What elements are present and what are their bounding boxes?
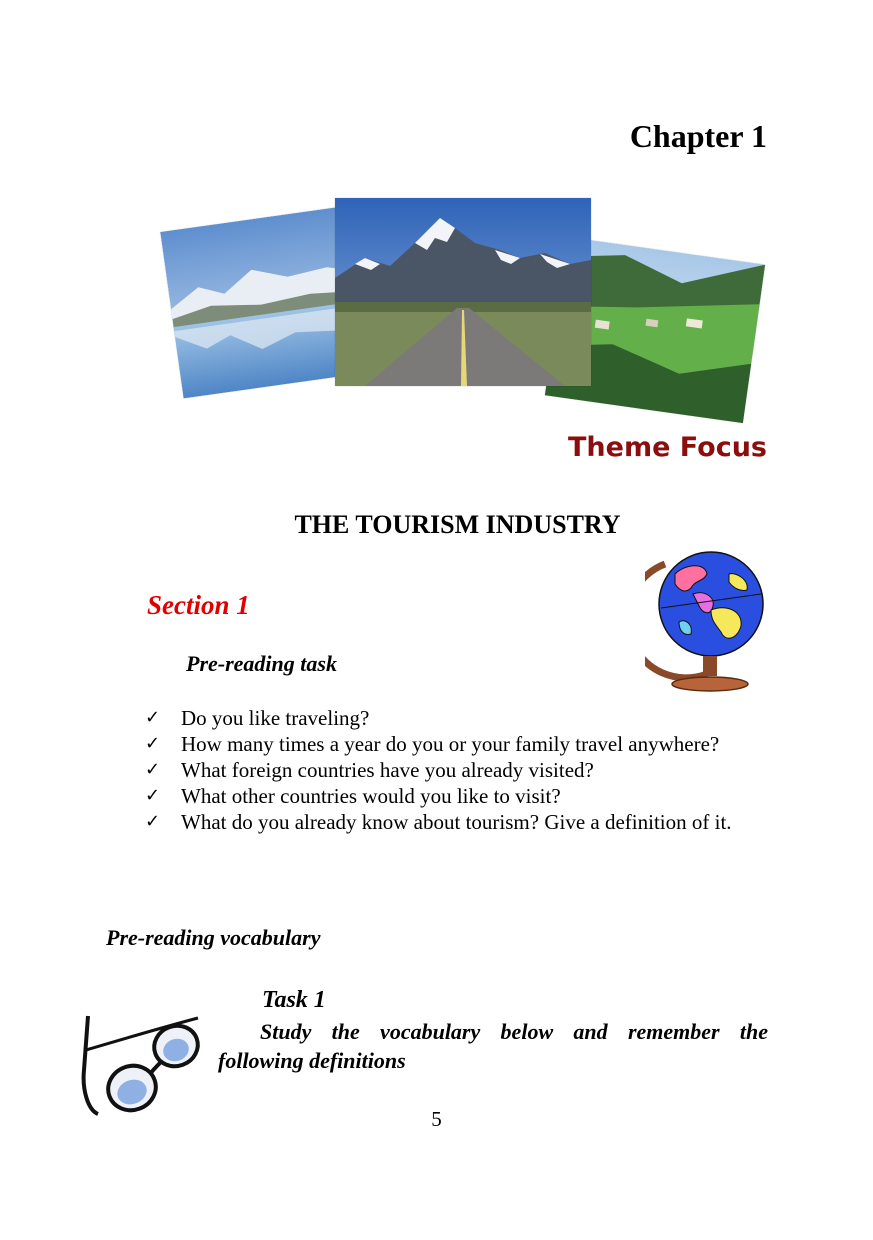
- glasses-icon: [80, 1010, 205, 1120]
- list-item: [145, 731, 768, 757]
- list-item: [145, 809, 768, 835]
- check-icon: ✓: [145, 785, 161, 806]
- pre-reading-vocabulary-heading: Pre-reading vocabulary: [106, 925, 321, 950]
- question-text: Do you like traveling?: [181, 706, 370, 730]
- question-text: What other countries would you like to visit?: [181, 784, 561, 808]
- theme-focus-label: Theme Focus: [568, 432, 767, 463]
- list-item: [145, 757, 768, 783]
- page-number: 5: [431, 1107, 442, 1131]
- task-label: Task 1: [262, 987, 326, 1013]
- page-title-text: THE TOURISM INDUSTRY: [294, 510, 621, 539]
- list-item: [145, 783, 768, 809]
- mountain-road-photo: [335, 198, 591, 386]
- page-title: [0, 510, 873, 540]
- globe-icon: [645, 544, 770, 694]
- question-text: How many times a year do you or your family travel anywhere?: [181, 732, 720, 756]
- question-text: What foreign countries have you already visited?: [181, 758, 594, 782]
- pre-reading-task-heading: Pre-reading task: [186, 651, 337, 676]
- check-icon: ✓: [145, 733, 161, 754]
- question-list: [145, 705, 768, 835]
- question-text: What do you already know about tourism? Give a definition of it.: [181, 810, 732, 834]
- chapter-title: Chapter 1: [629, 118, 767, 154]
- check-icon: ✓: [145, 811, 161, 832]
- check-icon: ✓: [145, 759, 161, 780]
- task-instruction: Study the vocabulary below and remember the following definitions: [218, 1019, 768, 1073]
- section-heading: Section 1: [147, 590, 250, 620]
- list-item: [145, 705, 768, 731]
- check-icon: ✓: [145, 707, 161, 728]
